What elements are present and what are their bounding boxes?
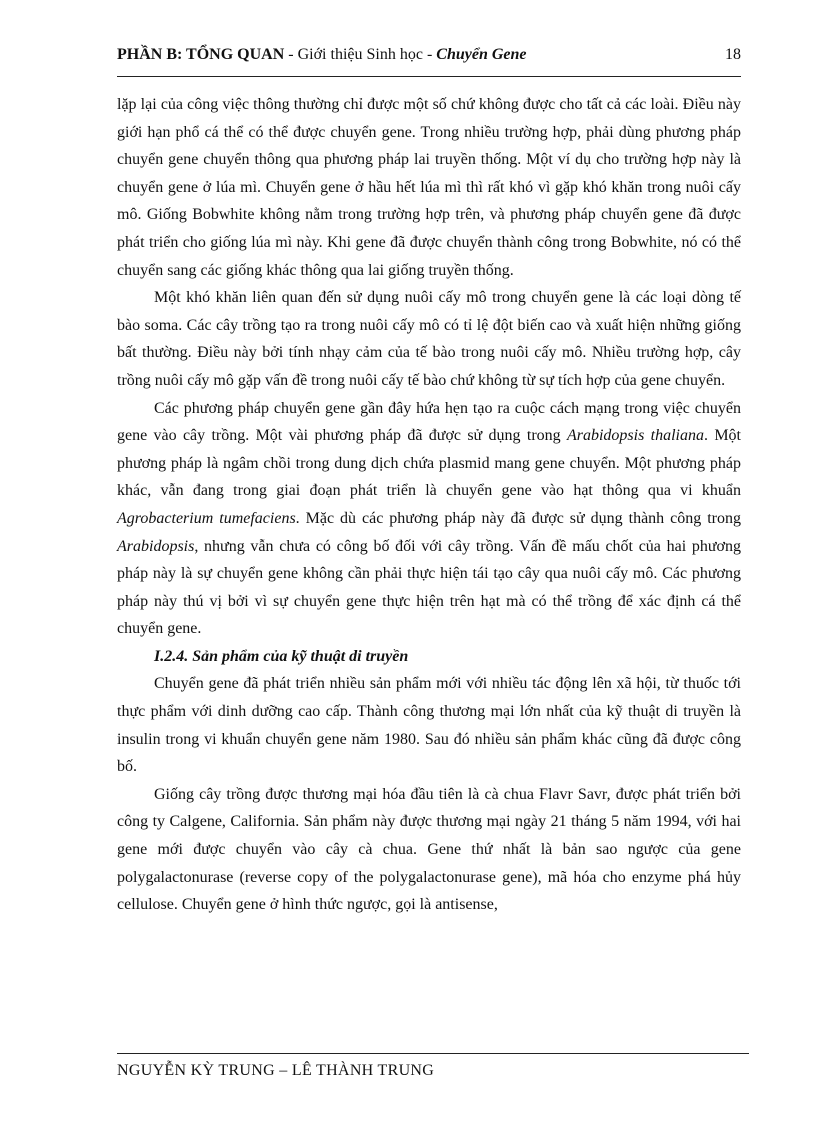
species-name-arabidopsis-thaliana: Arabidopsis thaliana	[566, 427, 704, 445]
page-footer	[117, 1053, 749, 1080]
paragraph-3	[117, 395, 741, 643]
header-topic: Chuyển Gene	[436, 46, 527, 63]
header-part: PHẦN B: TỔNG QUAN	[117, 46, 285, 63]
footer-authors: NGUYỄN KỲ TRUNG – LÊ THÀNH TRUNG	[117, 1062, 435, 1079]
paragraph-3-text-b: . Một phương pháp là ngâm chồi trong dung dịch chứa plasmid mang gene chuyển. Một phương pháp khác, vẫn đang trong giai đoạn phát triển là chuyển gene vào hạt thông qua vi khuẩn	[117, 427, 741, 500]
section-heading: I.2.4. Sản phẩm của kỹ thuật di truyền	[154, 647, 409, 665]
page-body	[117, 91, 741, 919]
species-name-arabidopsis: Arabidopsis	[117, 537, 195, 555]
header-separator: -	[422, 46, 437, 63]
header-subject: Giới thiệu Sinh học	[297, 46, 423, 63]
header-title	[117, 46, 527, 64]
paragraph-1: lặp lại của công việc thông thường chỉ được một số chứ không được cho tất cả các loài. Điều này giới hạn phổ cá thể có thể được chuyển gene. Trong nhiều trường hợp, phải dùng phương pháp chuyển gene chuyển thông qua phương pháp lai truyền thống. Một ví dụ cho trường hợp này là chuyển gene ở lúa mì. Chuyển gene ở hầu hết lúa mì thì rất khó vì gặp khó khăn trong nuôi cấy mô. Giống Bobwhite không nằm trong trường hợp trên, và phương pháp chuyển gene đã được phát triển cho giống lúa mì này. Khi gene đã được chuyển thành công trong Bobwhite, nó có thể chuyển sang các giống khác thông qua lai giống truyền thống.	[117, 96, 741, 279]
page-header	[117, 46, 741, 77]
header-separator: -	[284, 46, 298, 63]
page-number: 18	[725, 46, 741, 63]
paragraph-4: Chuyển gene đã phát triển nhiều sản phẩm mới với nhiều tác động lên xã hội, từ thuốc tới thực phẩm với dinh dưỡng cao cấp. Thành công thương mại lớn nhất của kỹ thuật di truyền là insulin trong vi khuẩn chuyển gene năm 1980. Sau đó nhiều sản phẩm khác cũng đã được công bố.	[117, 675, 741, 776]
paragraph-3-text-a: Các phương pháp chuyển gene gần đây hứa hẹn tạo ra cuộc cách mạng trong việc chuyển gene vào cây trồng. Một vài phương pháp đã được sử dụng trong	[117, 399, 741, 445]
paragraph-3-text-d: , nhưng vẫn chưa có công bố đối với cây trồng. Vấn đề mấu chốt của hai phương pháp này là sự chuyển gene không cần phải thực hiện tái tạo cây qua nuôi cấy mô. Các phương pháp này thú vị bởi vì sự chuyển gene thực hiện trên hạt mà có thể trồng để xác định cá thể chuyển gene.	[117, 537, 741, 638]
paragraph-3-text-c: . Mặc dù các phương pháp này đã được sử dụng thành công trong	[295, 509, 741, 527]
paragraph-5: Giống cây trồng được thương mại hóa đầu tiên là cà chua Flavr Savr, được phát triển bởi công ty Calgene, California. Sản phẩm này được thương mại ngày 21 tháng 5 năm 1994, với hai gene mới được chuyển vào cây cà chua. Gene thứ nhất là bản sao ngược của gene polygalactonurase (reverse copy of the polygalactonurase gene), mã hóa cho enzyme phá hủy cellulose. Chuyển gene ở hình thức ngược, gọi là antisense,	[117, 785, 741, 914]
species-name-agrobacterium: Agrobacterium tumefaciens	[117, 509, 296, 527]
paragraph-2: Một khó khăn liên quan đến sử dụng nuôi cấy mô trong chuyển gene là các loại dòng tế bào soma. Các cây trồng tạo ra trong nuôi cấy mô có tỉ lệ đột biến cao và xuất hiện những giống bất thường. Điều này bởi tính nhạy cảm của tế bào trong nuôi cấy mô. Nhiều trường hợp, cây trồng nuôi cấy mô gặp vấn đề trong nuôi cấy tế bào chứ không từ sự tích hợp của gene chuyển.	[117, 289, 741, 389]
